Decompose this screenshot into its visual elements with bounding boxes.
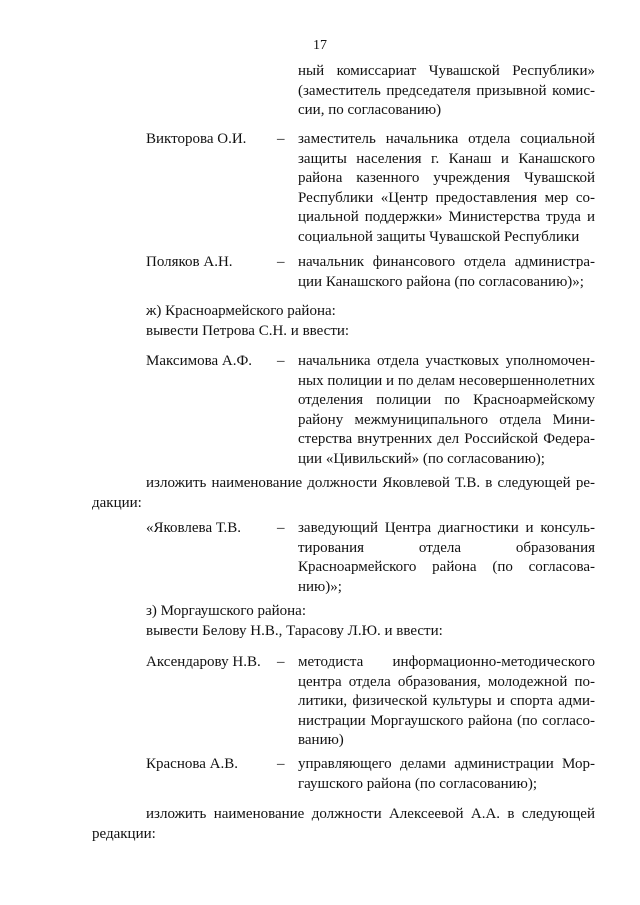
position-line: тирования отдела образования — [298, 539, 595, 556]
dash: – — [277, 654, 285, 670]
dash: – — [277, 756, 285, 772]
position-line: социальной защиты Чувашской Республики — [298, 228, 580, 245]
position-line: гаушского района (по согласованию); — [298, 775, 538, 792]
member-name: Аксендарову Н.В. — [146, 654, 261, 670]
paragraph-line: изложить наименование должности Алексеевой А.А. в следующей — [146, 806, 595, 822]
member-position — [298, 519, 595, 597]
dash: – — [277, 353, 285, 369]
continuation-line: (заместитель председателя призывной комис- — [298, 82, 595, 99]
member-position — [298, 653, 595, 751]
member-name: «Яковлева Т.В. — [146, 520, 242, 536]
position-line: ции Канашского района (по согласованию)»; — [298, 273, 584, 290]
continuation-text — [298, 62, 595, 121]
position-line: ванию) — [298, 732, 344, 748]
member-name: Краснова А.В. — [146, 756, 238, 772]
member-position — [298, 130, 595, 247]
position-line: начальник финансового отдела администра- — [298, 254, 595, 270]
position-line: циальной поддержки» Министерства труда и — [298, 209, 595, 225]
position-line: нию)»; — [298, 578, 342, 595]
position-line: нистрации Моргаушского района (по согласо- — [298, 712, 595, 729]
position-line: литики, физической культуры и спорта адми- — [298, 693, 595, 709]
position-line: управляющего делами администрации Мор- — [298, 756, 595, 772]
section-heading: ж) Красноармейского района: — [146, 303, 336, 319]
position-line: района казенного учреждения Чувашской — [298, 170, 595, 186]
section-instruction: вывести Белову Н.В., Тарасову Л.Ю. и ввести: — [146, 623, 443, 639]
section-heading: з) Моргаушского района: — [146, 603, 306, 619]
section-instruction: вывести Петрова С.Н. и ввести: — [146, 323, 350, 339]
member-position — [298, 253, 595, 292]
paragraph-line: дакции: — [92, 495, 142, 511]
position-line: ции «Цивильский» (по согласованию); — [298, 450, 545, 467]
position-line: защиты населения г. Канаш и Канашского — [298, 150, 595, 167]
paragraph-line: редакции: — [92, 826, 156, 842]
position-line: заместитель начальника отдела социальной — [298, 131, 595, 147]
continuation-line: сии, по согласованию) — [298, 102, 442, 118]
member-name: Викторова О.И. — [146, 131, 247, 147]
dash: – — [277, 131, 285, 147]
position-line: начальника отдела участковых уполномочен- — [298, 353, 595, 369]
position-line: стерства внутренних дел Российской Федера- — [298, 431, 595, 447]
dash: – — [277, 254, 285, 270]
position-line: ных полиции и по делам несовершеннолетних — [298, 372, 595, 389]
position-line: Республики «Центр предоставления мер со- — [298, 189, 595, 206]
dash: – — [277, 520, 285, 536]
position-line: Красноармейского района (по согласова- — [298, 559, 595, 575]
member-name: Поляков А.Н. — [146, 254, 233, 270]
position-line: отделения полиции по Красноармейскому — [298, 392, 595, 408]
position-line: району межмуниципального отдела Мини- — [298, 411, 595, 428]
page-number: 17 — [313, 38, 327, 53]
member-name: Максимова А.Ф. — [146, 353, 253, 369]
position-line: методиста информационно-методического — [298, 654, 595, 670]
member-position — [298, 352, 595, 469]
paragraph-line: изложить наименование должности Яковлевой Т.В. в следующей ре- — [146, 475, 595, 491]
member-position — [298, 755, 595, 794]
position-line: центра отдела образования, молодежной по- — [298, 673, 595, 690]
position-line: заведующий Центра диагностики и консуль- — [298, 520, 595, 536]
continuation-line: ный комиссариат Чувашской Республики» — [298, 63, 595, 79]
